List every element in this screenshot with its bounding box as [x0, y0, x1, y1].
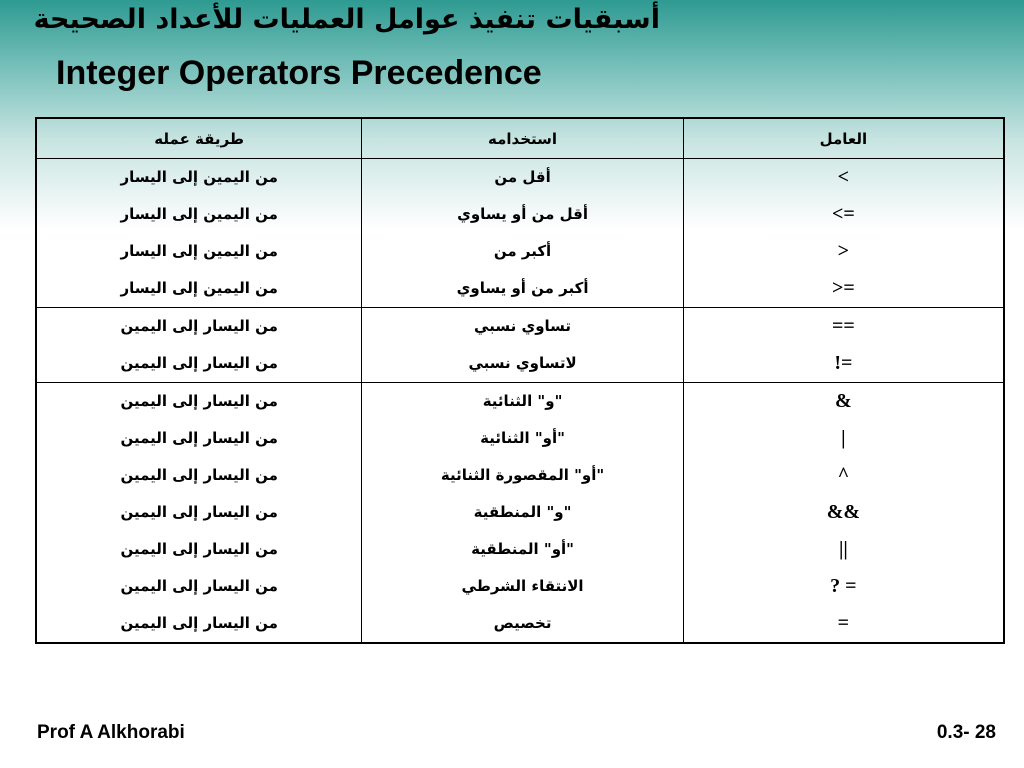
slide-title-english: Integer Operators Precedence [56, 54, 542, 92]
table-row-relational [36, 159, 1004, 308]
operator-symbol: <= [831, 203, 855, 225]
operator-cell [683, 308, 1004, 383]
header-associativity: طريقة عمله [36, 118, 362, 159]
usage-text: "أو" الثنائية [480, 429, 565, 447]
usage-text: تخصيص [493, 614, 552, 632]
associativity-cell [36, 159, 362, 308]
operator-symbol: > [837, 240, 850, 262]
usage-text: "و" المنطقية [473, 503, 572, 521]
associativity-text: من اليمين إلى اليسار [120, 205, 278, 223]
footer-page-number: 0.3- 28 [936, 722, 996, 743]
associativity-text: من اليسار إلى اليمين [120, 503, 278, 521]
associativity-cell [36, 383, 362, 644]
operator-symbol: || [838, 538, 848, 560]
associativity-text: من اليسار إلى اليمين [120, 614, 278, 632]
associativity-text: من اليمين إلى اليسار [120, 242, 278, 260]
table-row-equality [36, 308, 1004, 383]
operator-symbol: | [841, 427, 846, 449]
associativity-text: من اليمين إلى اليسار [120, 168, 278, 186]
usage-text: أكبر من أو يساوي [456, 279, 589, 297]
associativity-cell [36, 308, 362, 383]
operator-cell [683, 159, 1004, 308]
usage-cell [362, 383, 683, 644]
associativity-text: من اليسار إلى اليمين [120, 577, 278, 595]
associativity-text: من اليسار إلى اليمين [120, 317, 278, 335]
operator-symbol: == [831, 315, 855, 337]
usage-text: أكبر من [493, 242, 552, 260]
associativity-text: من اليمين إلى اليسار [120, 279, 278, 297]
usage-text: الانتقاء الشرطي [461, 577, 584, 595]
associativity-text: من اليسار إلى اليمين [120, 354, 278, 372]
associativity-text: من اليسار إلى اليمين [120, 466, 278, 484]
associativity-text: من اليسار إلى اليمين [120, 540, 278, 558]
header-usage: استخدامه [362, 118, 683, 159]
operators-table [35, 117, 1005, 644]
footer-author: Prof A Alkhorabi [37, 722, 185, 743]
operator-cell [683, 383, 1004, 644]
operator-symbol: >= [831, 277, 855, 299]
usage-text: "أو" المنطقية [471, 540, 574, 558]
operator-symbol: && [826, 501, 861, 523]
usage-text: "و" الثنائية [482, 392, 563, 410]
usage-text: تساوي نسبي [474, 317, 572, 335]
table-row-logical [36, 383, 1004, 644]
operator-symbol: & [835, 390, 852, 412]
operator-symbol: ? = [830, 575, 857, 597]
usage-cell [362, 159, 683, 308]
operator-symbol: ^ [837, 464, 850, 486]
operator-symbol: != [834, 352, 853, 374]
usage-cell [362, 308, 683, 383]
header-operator: العامل [683, 118, 1004, 159]
slide-title-arabic: أسبقيات تنفيذ عوامل العمليات للأعداد الصحيحة [33, 4, 660, 35]
usage-text: أقل من أو يساوي [457, 205, 588, 223]
operator-symbol: < [837, 166, 850, 188]
associativity-text: من اليسار إلى اليمين [120, 392, 278, 410]
usage-text: "أو" المقصورة الثنائية [440, 466, 605, 484]
usage-text: أقل من [494, 168, 551, 186]
usage-text: لاتساوي نسبي [468, 354, 577, 372]
associativity-text: من اليسار إلى اليمين [120, 429, 278, 447]
table-header-row [36, 118, 1004, 159]
operator-symbol: = [837, 612, 850, 634]
